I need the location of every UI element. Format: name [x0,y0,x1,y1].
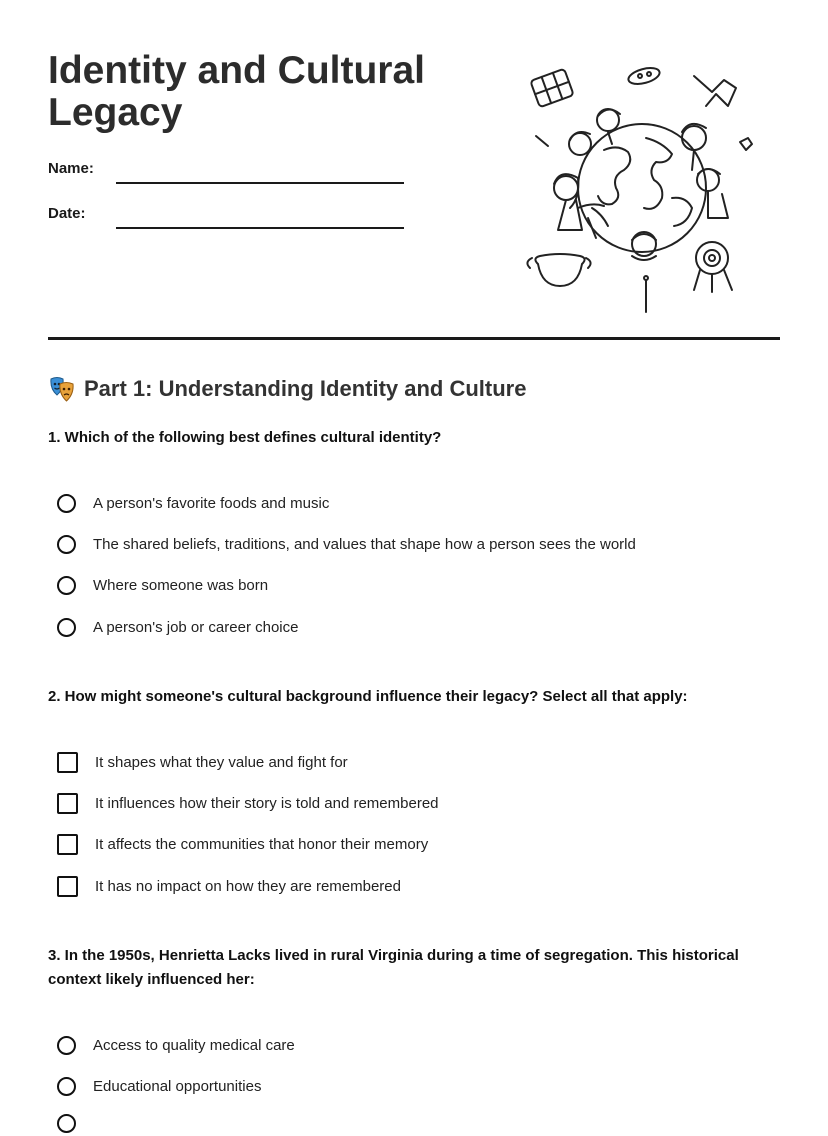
question-3: 3. In the 1950s, Henrietta Lacks lived in rural Virginia during a time of segregation. This historical context likely influenced her: [48,947,739,988]
q2-option-1[interactable] [57,749,348,775]
q1-option-2[interactable] [57,531,636,557]
radio-button[interactable] [57,494,76,513]
option-label: It influences how their story is told and remembered [95,794,439,812]
radio-button[interactable] [57,1036,76,1055]
option-label: It affects the communities that honor their memory [95,835,429,853]
q2-option-4[interactable] [57,873,401,899]
q1-option-1[interactable] [57,490,329,516]
option-label: Access to quality medical care [93,1036,295,1054]
q2-option-2[interactable] [57,790,439,816]
radio-button[interactable] [57,576,76,595]
checkbox[interactable] [57,752,78,773]
q3-option-3-partial[interactable] [57,1110,76,1136]
checkbox[interactable] [57,876,78,897]
q3-option-1[interactable] [57,1032,295,1058]
option-label: Where someone was born [93,576,269,594]
part1-title: Part 1: Understanding Identity and Culture [84,376,527,401]
theater-masks-icon [48,375,76,403]
radio-button[interactable] [57,1077,76,1096]
option-label: A person's favorite foods and music [93,494,330,512]
header-divider [48,337,780,340]
name-field-row [48,160,408,190]
checkbox[interactable] [57,834,78,855]
date-label: Date: [48,205,86,222]
radio-button[interactable] [57,618,76,637]
option-label: The shared beliefs, traditions, and values that shape how a person sees the world [93,535,636,553]
question-2: 2. How might someone's cultural background influence their legacy? Select all that apply: [48,688,688,705]
children-around-globe-icon [522,58,762,316]
q1-option-3[interactable] [57,572,268,598]
radio-button[interactable] [57,1114,76,1133]
q2-option-3[interactable] [57,831,428,857]
option-label: It shapes what they value and fight for [95,753,348,771]
q1-option-4[interactable] [57,614,298,640]
checkbox[interactable] [57,793,78,814]
name-field[interactable] [116,182,404,184]
option-label: It has no impact on how they are remembered [95,877,401,895]
q3-option-2[interactable] [57,1073,261,1099]
option-label: Educational opportunities [93,1077,262,1095]
question-1: 1. Which of the following best defines cultural identity? [48,429,442,446]
worksheet-title: Identity and Cultural Legacy [48,49,426,134]
part1-heading [48,374,526,404]
radio-button[interactable] [57,535,76,554]
name-label: Name: [48,160,94,177]
date-field-row [48,205,408,235]
date-field[interactable] [116,227,404,229]
option-label: A person's job or career choice [93,618,299,636]
